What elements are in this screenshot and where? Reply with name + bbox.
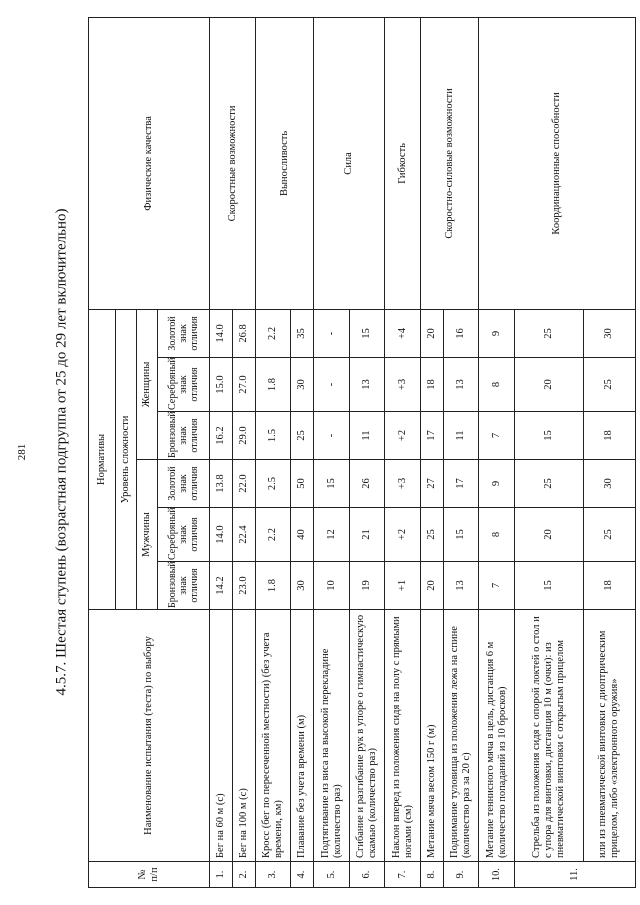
women-bronze: 25 <box>291 412 314 460</box>
men-silver: 8 <box>479 508 514 562</box>
women-gold: 26.8 <box>233 309 256 357</box>
header-men-gold: Золотой знак отличия <box>157 460 209 508</box>
women-silver: 20 <box>514 358 583 412</box>
men-silver: 22.4 <box>233 508 256 562</box>
men-gold: 50 <box>291 460 314 508</box>
men-bronze: 7 <box>479 562 514 610</box>
women-bronze: 16.2 <box>210 412 233 460</box>
row-num: 6. <box>349 862 384 888</box>
quality-speed-strength: Скоростно-силовые возможности <box>420 17 478 309</box>
men-silver: 21 <box>349 508 384 562</box>
men-bronze: 13 <box>443 562 478 610</box>
quality-endurance: Выносливость <box>255 17 313 309</box>
women-silver: 8 <box>479 358 514 412</box>
women-bronze: 18 <box>583 412 635 460</box>
women-gold: 30 <box>583 309 635 357</box>
row-num: 5. <box>314 862 349 888</box>
table-row <box>479 17 514 887</box>
test-name: Метание мяча весом 150 г (м) <box>420 610 443 862</box>
test-name: Бег на 60 м (с) <box>210 610 233 862</box>
women-gold: 14.0 <box>210 309 233 357</box>
women-gold: 9 <box>479 309 514 357</box>
women-silver: +3 <box>385 358 420 412</box>
test-name: Сгибание и разгибание рук в упоре о гимнастическую скамью (количество раз) <box>349 610 384 862</box>
norms-table <box>88 17 636 888</box>
women-gold: 35 <box>291 309 314 357</box>
men-silver: +2 <box>385 508 420 562</box>
test-name: или из пневматической винтовки с диоптрическим прицелом, либо «электронного оружия» <box>583 610 635 862</box>
table-row <box>314 17 349 887</box>
header-women-bronze: Бронзовый знак отличия <box>157 412 209 460</box>
men-silver: 14.0 <box>210 508 233 562</box>
test-name: Стрельба из положения сидя с опорой локтей о стол и с упора для винтовки, дистанция 10 м (очки): из пневматической винтовки с открытым прицелом <box>514 610 583 862</box>
table-row <box>210 17 233 887</box>
row-num: 9. <box>443 862 478 888</box>
table-row <box>255 17 290 887</box>
women-bronze: 17 <box>420 412 443 460</box>
men-silver: 40 <box>291 508 314 562</box>
row-num: 4. <box>291 862 314 888</box>
men-silver: 15 <box>443 508 478 562</box>
header-women-silver: Серебряный знак отличия <box>157 358 209 412</box>
men-gold: 17 <box>443 460 478 508</box>
women-gold: 15 <box>349 309 384 357</box>
women-gold: 16 <box>443 309 478 357</box>
test-name: Плавание без учета времени (м) <box>291 610 314 862</box>
men-gold: 9 <box>479 460 514 508</box>
women-gold: 25 <box>514 309 583 357</box>
header-num: № п/п <box>89 862 210 888</box>
women-silver: 27.0 <box>233 358 256 412</box>
women-gold: 2.2 <box>255 309 290 357</box>
test-name: Наклон вперед из положения сидя на полу с прямыми ногами (см) <box>385 610 420 862</box>
row-num: 7. <box>385 862 420 888</box>
test-name: Поднимание туловища из положения лежа на спине (количество раз за 20 с) <box>443 610 478 862</box>
women-silver: 15.0 <box>210 358 233 412</box>
women-silver: 1.8 <box>255 358 290 412</box>
women-gold: 20 <box>420 309 443 357</box>
men-silver: 25 <box>583 508 635 562</box>
row-num: 2. <box>233 862 256 888</box>
header-qualities: Физические качества <box>89 17 210 309</box>
women-bronze: +2 <box>385 412 420 460</box>
men-bronze: 20 <box>420 562 443 610</box>
men-silver: 2.2 <box>255 508 290 562</box>
rotated-table-wrapper <box>88 18 636 888</box>
quality-coordination: Координационные способности <box>479 17 636 309</box>
page-number: 281 <box>16 443 28 461</box>
row-num: 10. <box>479 862 514 888</box>
men-bronze: 19 <box>349 562 384 610</box>
women-silver: 30 <box>291 358 314 412</box>
header-men: Мужчины <box>137 460 158 610</box>
row-num: 11. <box>514 862 635 888</box>
men-gold: 2.5 <box>255 460 290 508</box>
row-num: 3. <box>255 862 290 888</box>
women-gold: - <box>314 309 349 357</box>
women-gold: +4 <box>385 309 420 357</box>
header-men-bronze: Бронзовый знак отличия <box>157 562 209 610</box>
men-gold: 25 <box>514 460 583 508</box>
women-bronze: 7 <box>479 412 514 460</box>
women-bronze: 11 <box>349 412 384 460</box>
women-bronze: 29.0 <box>233 412 256 460</box>
table-row <box>385 17 420 887</box>
quality-speed: Скоростные возможности <box>210 17 256 309</box>
section-heading: 4.5.7. Шестая ступень (возрастная подгруппа от 25 до 29 лет включительно) <box>53 208 70 696</box>
test-name: Подтягивание из виса на высокой перекладине (количество раз) <box>314 610 349 862</box>
row-num: 1. <box>210 862 233 888</box>
women-silver: 18 <box>420 358 443 412</box>
men-bronze: 18 <box>583 562 635 610</box>
row-num: 8. <box>420 862 443 888</box>
men-bronze: 23.0 <box>233 562 256 610</box>
test-name: Метание теннисного мяча в цель, дистанция 6 м (количество попаданий из 10 бросков) <box>479 610 514 862</box>
men-bronze: 15 <box>514 562 583 610</box>
men-bronze: 30 <box>291 562 314 610</box>
table-row <box>420 17 443 887</box>
header-norms: Нормативы <box>89 309 116 609</box>
test-name: Кросс (бег по пересеченной местности) (без учета времени, км) <box>255 610 290 862</box>
women-silver: - <box>314 358 349 412</box>
men-bronze: 1.8 <box>255 562 290 610</box>
quality-flexibility: Гибкость <box>385 17 420 309</box>
women-bronze: - <box>314 412 349 460</box>
test-name: Бег на 100 м (с) <box>233 610 256 862</box>
men-gold: 30 <box>583 460 635 508</box>
men-gold: 22.0 <box>233 460 256 508</box>
men-silver: 12 <box>314 508 349 562</box>
women-bronze: 15 <box>514 412 583 460</box>
header-women: Женщины <box>137 309 158 459</box>
men-silver: 20 <box>514 508 583 562</box>
header-men-silver: Серебряный знак отличия <box>157 508 209 562</box>
men-bronze: +1 <box>385 562 420 610</box>
men-gold: 13.8 <box>210 460 233 508</box>
women-silver: 13 <box>349 358 384 412</box>
men-gold: 15 <box>314 460 349 508</box>
men-gold: 26 <box>349 460 384 508</box>
men-bronze: 14.2 <box>210 562 233 610</box>
header-women-gold: Золотой знак отличия <box>157 309 209 357</box>
quality-strength: Сила <box>314 17 385 309</box>
header-difficulty: Уровень сложности <box>116 309 137 609</box>
men-gold: 27 <box>420 460 443 508</box>
women-bronze: 11 <box>443 412 478 460</box>
men-bronze: 10 <box>314 562 349 610</box>
men-gold: +3 <box>385 460 420 508</box>
header-test-name: Наименование испытания (теста) по выбору <box>89 610 210 862</box>
women-silver: 25 <box>583 358 635 412</box>
men-silver: 25 <box>420 508 443 562</box>
women-silver: 13 <box>443 358 478 412</box>
women-bronze: 1.5 <box>255 412 290 460</box>
